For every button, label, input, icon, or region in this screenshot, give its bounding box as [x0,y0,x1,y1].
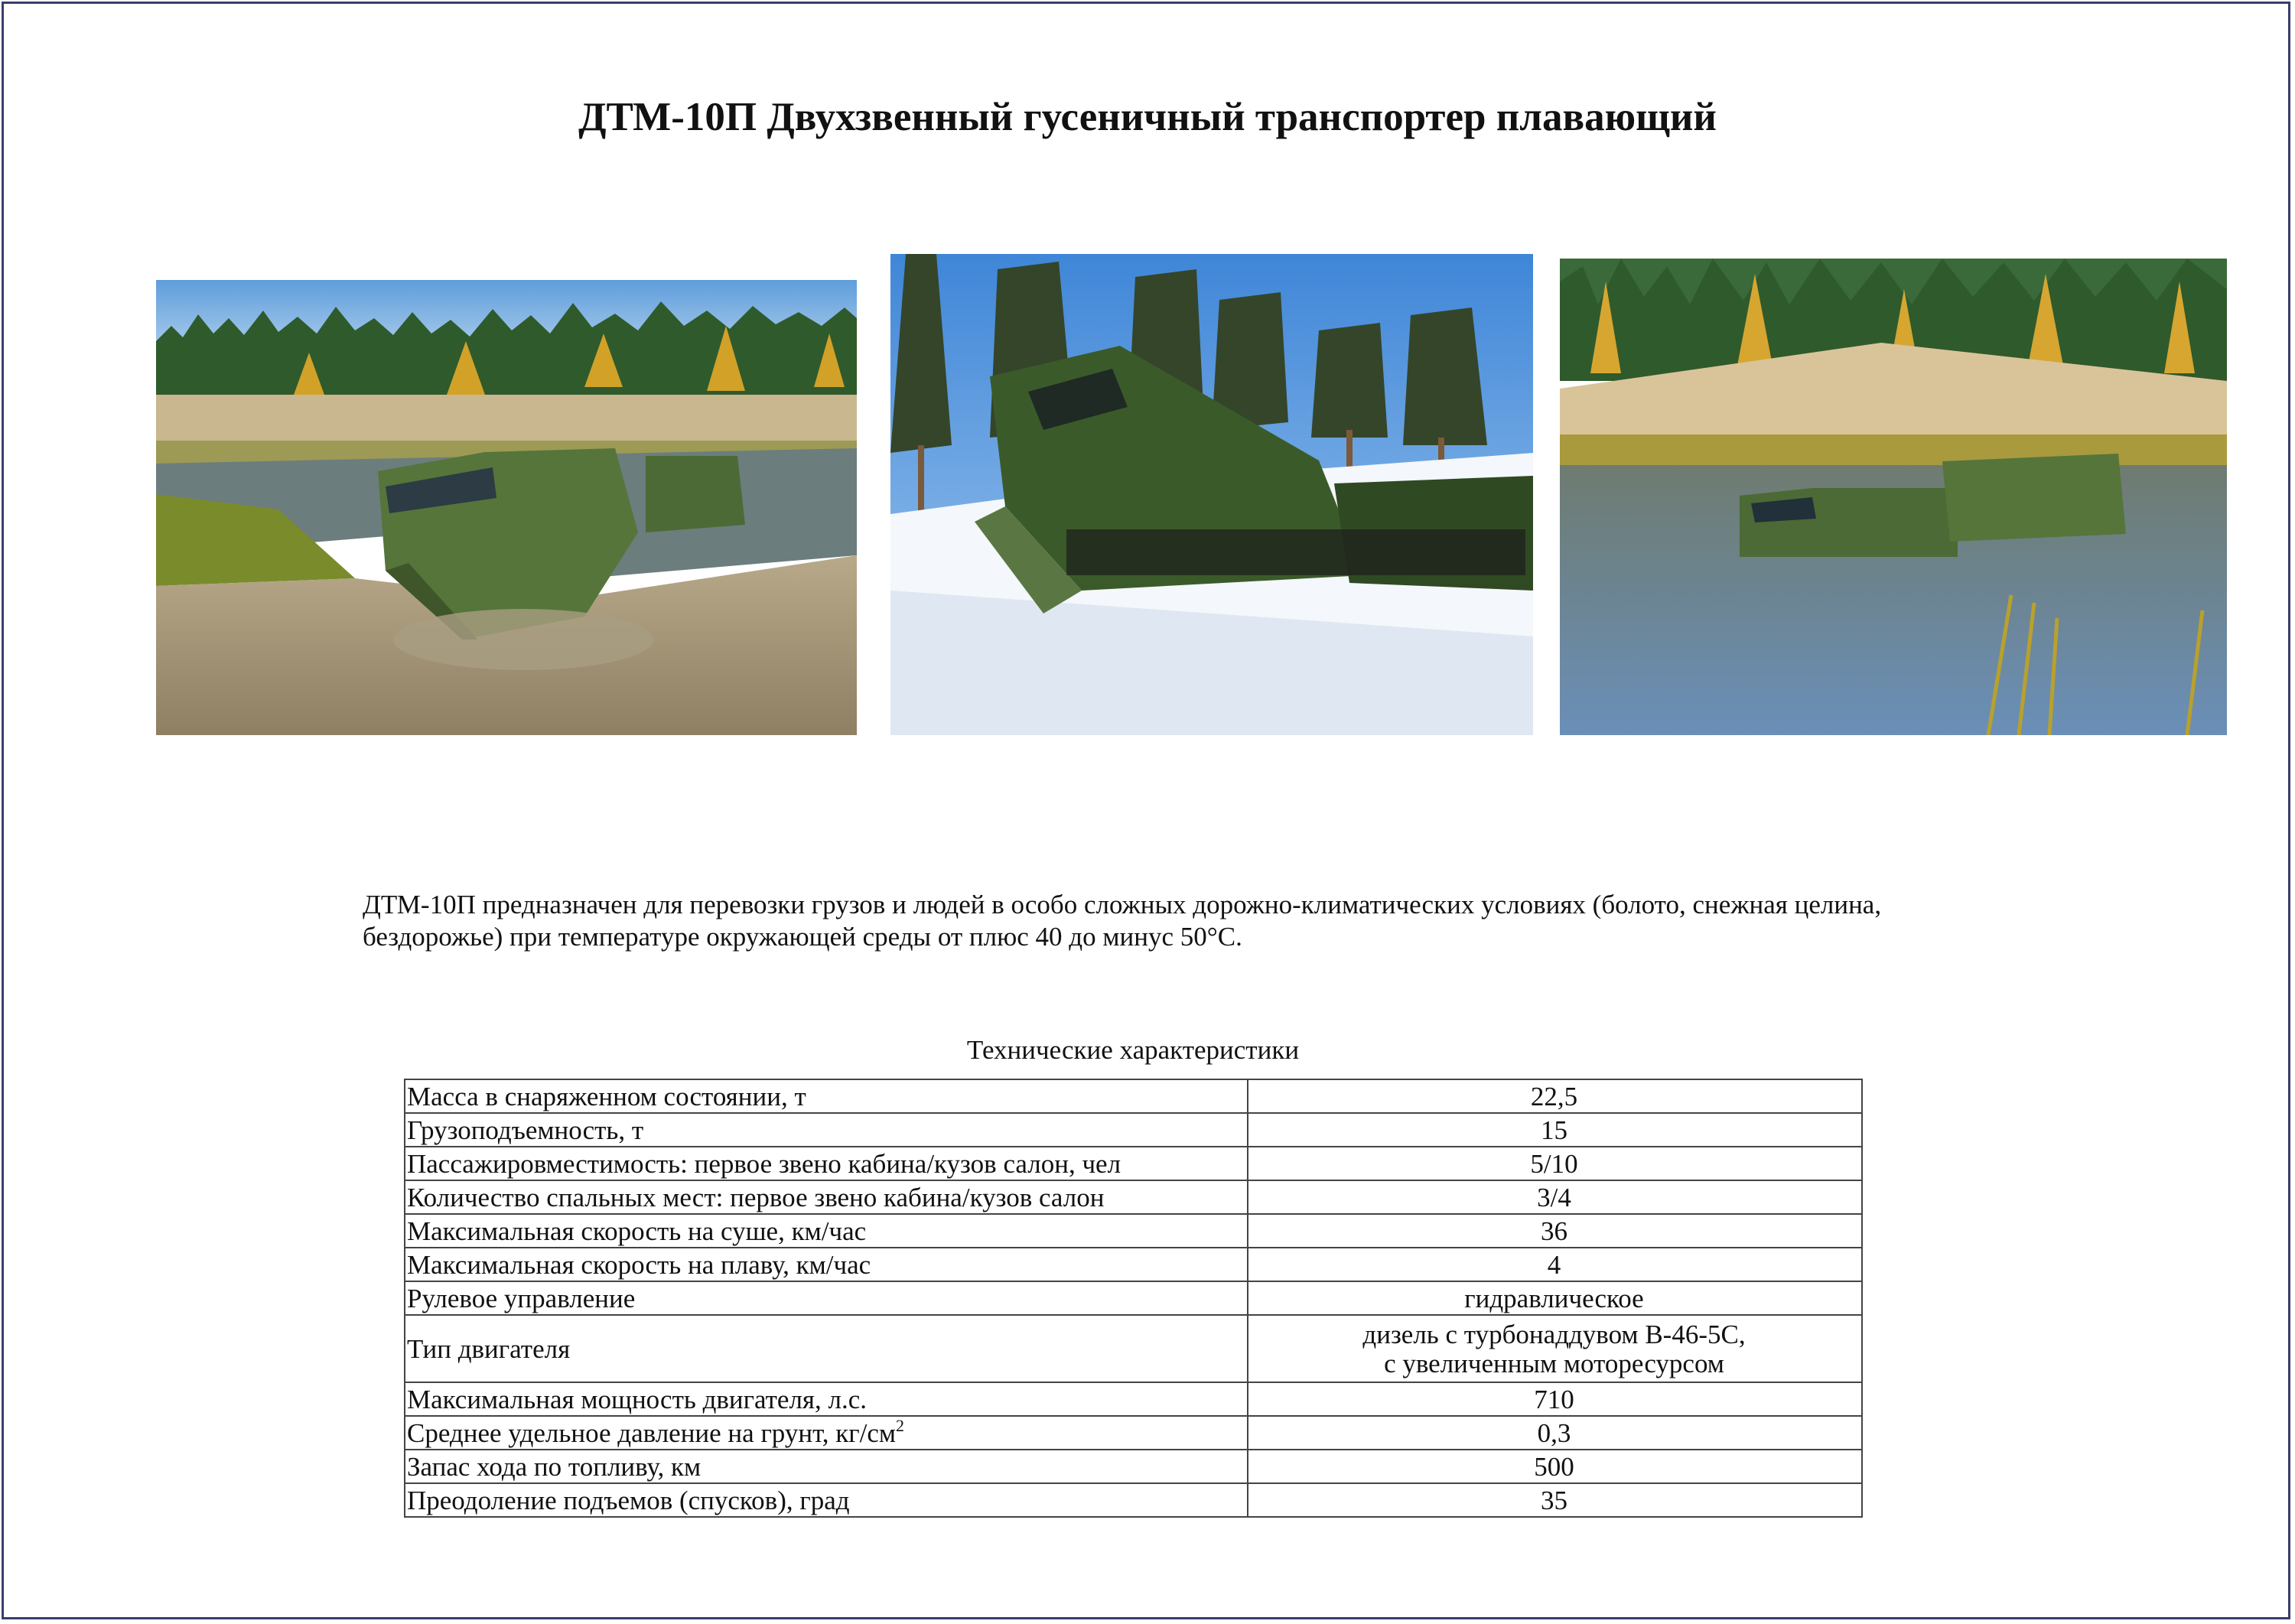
spec-param: Количество спальных мест: первое звено кабина/кузов салон [405,1180,1248,1214]
spec-value: 35 [1248,1483,1862,1517]
spec-param: Масса в снаряженном состоянии, т [405,1079,1248,1113]
spec-value [1248,1315,1862,1382]
table-row [405,1214,1862,1248]
spec-value: гидравлическое [1248,1281,1862,1315]
spec-value: 500 [1248,1450,1862,1483]
table-row [405,1079,1862,1113]
spec-param: Рулевое управление [405,1281,1248,1315]
table-row [405,1248,1862,1281]
spec-param-text: Среднее удельное давление на грунт, кг/см [407,1418,897,1448]
table-caption: Технические характеристики [966,1035,1300,1065]
spec-value-line-1: дизель с турбонаддувом В-46-5С, [1362,1320,1746,1349]
spec-param [405,1416,1248,1450]
superscript: 2 [896,1416,905,1435]
spec-value: 710 [1248,1382,1862,1416]
photo-vehicle-snow [890,254,1533,735]
table-row [405,1416,1862,1450]
spec-param: Грузоподъемность, т [405,1113,1248,1147]
table-row [405,1450,1862,1483]
spec-value: 0,3 [1248,1416,1862,1450]
spec-param: Преодоление подъемов (спусков), град [405,1483,1248,1517]
table-row [405,1180,1862,1214]
table-row [405,1315,1862,1382]
spec-value: 5/10 [1248,1147,1862,1180]
spec-value-line-2: с увеличенным моторесурсом [1384,1349,1724,1378]
spec-param: Максимальная мощность двигателя, л.с. [405,1382,1248,1416]
spec-value: 4 [1248,1248,1862,1281]
spec-param: Пассажировместимость: первое звено кабина/кузов салон, чел [405,1147,1248,1180]
spec-param: Запас хода по топливу, км [405,1450,1248,1483]
document-title: ДТМ-10П Двухзвенный гусеничный транспортер плавающий [578,95,1717,139]
spec-value: 36 [1248,1214,1862,1248]
specs-table [404,1079,1863,1518]
spec-param: Максимальная скорость на плаву, км/час [405,1248,1248,1281]
spec-value: 15 [1248,1113,1862,1147]
description-paragraph: ДТМ-10П предназначен для перевозки грузов и людей в особо сложных дорожно-климатических условиях (болото, снежная целина, бездорожье) при температуре окружающей среды от плюс 40 до минус 50°С. [363,890,1882,952]
table-row [405,1483,1862,1517]
spec-param: Максимальная скорость на суше, км/час [405,1214,1248,1248]
table-row [405,1281,1862,1315]
spec-param: Тип двигателя [405,1315,1248,1382]
table-row [405,1113,1862,1147]
spec-value: 3/4 [1248,1180,1862,1214]
table-row [405,1382,1862,1416]
photo-vehicle-river [1560,259,2227,735]
table-row [405,1147,1862,1180]
spec-value: 22,5 [1248,1079,1862,1113]
photo-vehicle-water-autumn [156,280,857,735]
